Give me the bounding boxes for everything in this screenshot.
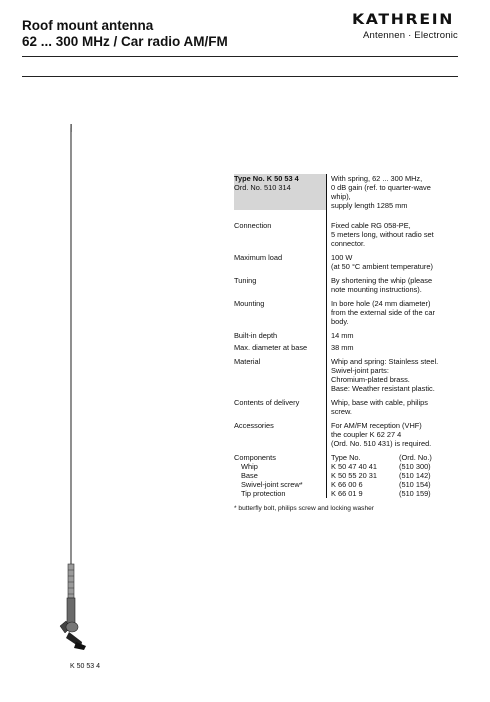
component-type: K 50 47 40 41	[331, 462, 378, 471]
spec-label: Connection	[234, 221, 272, 230]
component-name: Tip protection	[241, 489, 286, 498]
spec-value: (Ord. No. 510 431) is required.	[331, 439, 432, 448]
spec-label: Tuning	[234, 276, 257, 285]
spec-value: the coupler K 62 27 4	[331, 430, 402, 439]
component-name: Whip	[241, 462, 258, 471]
spec-value: Whip, base with cable, philips	[331, 398, 428, 407]
spec-value: 100 W	[331, 253, 353, 262]
top-divider	[22, 56, 458, 57]
spec-row-built-in-depth	[234, 331, 464, 340]
brand-logo	[348, 12, 458, 42]
brand-subtitle: Antennen · Electronic	[362, 30, 458, 41]
type-value-line: With spring, 62 ... 300 MHz,	[331, 174, 423, 183]
spec-row-max-diameter	[234, 343, 464, 352]
specification-table	[234, 174, 464, 498]
spec-row-material	[234, 357, 464, 393]
spec-row-mounting	[234, 299, 464, 326]
spec-value: screw.	[331, 407, 352, 416]
spec-row-tuning	[234, 276, 464, 294]
title-line-2: 62 ... 300 MHz / Car radio AM/FM	[22, 34, 228, 49]
spec-value: Base: Weather resistant plastic.	[331, 384, 435, 393]
spec-value: 38 mm	[331, 343, 354, 352]
order-number: Ord. No. 510 314	[234, 183, 291, 192]
type-value-line: 0 dB gain (ref. to quarter-wave	[331, 183, 431, 192]
spec-value: By shortening the whip (please	[331, 276, 433, 285]
spec-label: Built-in depth	[234, 331, 278, 340]
spec-value: Swivel-joint parts:	[331, 366, 389, 375]
spec-row-components	[234, 453, 464, 498]
antenna-illustration	[48, 122, 108, 668]
component-order: (510 154)	[399, 480, 431, 489]
spec-value: from the external side of the car	[331, 308, 435, 317]
spec-value: In bore hole (24 mm diameter)	[331, 299, 431, 308]
spec-value: For AM/FM reception (VHF)	[331, 421, 422, 430]
component-type: K 66 00 6	[331, 480, 363, 489]
spec-value: 14 mm	[331, 331, 354, 340]
header-divider	[22, 76, 458, 77]
spec-value: note mounting instructions).	[331, 285, 422, 294]
spec-row-type	[234, 174, 464, 210]
spec-value: body.	[331, 317, 349, 326]
spec-label: Maximum load	[234, 253, 283, 262]
component-type: K 50 55 20 31	[331, 471, 378, 480]
brand-name: KATHREIN	[351, 12, 455, 28]
product-code: K 50 53 4	[70, 663, 100, 670]
spec-row-maximum-load	[234, 253, 464, 271]
type-value-line: whip),	[331, 192, 351, 201]
order-header: (Ord. No.)	[399, 453, 432, 462]
spec-value: Chromium-plated brass.	[331, 375, 410, 384]
type-number: Type No. K 50 53 4	[234, 174, 299, 183]
spec-value: Whip and spring: Stainless steel.	[331, 357, 439, 366]
component-name: Swivel-joint screw*	[241, 480, 303, 489]
spec-label: Contents of delivery	[234, 398, 300, 407]
spec-row-accessories	[234, 421, 464, 448]
spec-label: Components	[234, 453, 276, 462]
footnote: * butterfly bolt, philips screw and locking washer	[234, 505, 375, 512]
spec-value: 5 meters long, without radio set	[331, 230, 434, 239]
component-order: (510 159)	[399, 489, 431, 498]
page-title	[22, 18, 228, 50]
spec-value: (at 50 °C ambient temperature)	[331, 262, 433, 271]
spec-row-contents	[234, 398, 464, 416]
spec-row-connection	[234, 221, 464, 248]
spec-label: Mounting	[234, 299, 265, 308]
spec-label: Material	[234, 357, 261, 366]
component-order: (510 142)	[399, 471, 431, 480]
component-name: Base	[241, 471, 258, 480]
type-header: Type No.	[331, 453, 361, 462]
spec-label: Accessories	[234, 421, 274, 430]
spec-value: connector.	[331, 239, 366, 248]
spec-label: Max. diameter at base	[234, 343, 308, 352]
spec-value: Fixed cable RG 058-PE,	[331, 221, 411, 230]
component-order: (510 300)	[399, 462, 431, 471]
title-line-1: Roof mount antenna	[22, 18, 154, 33]
component-type: K 66 01 9	[331, 489, 363, 498]
type-value-line: supply length 1285 mm	[331, 201, 408, 210]
